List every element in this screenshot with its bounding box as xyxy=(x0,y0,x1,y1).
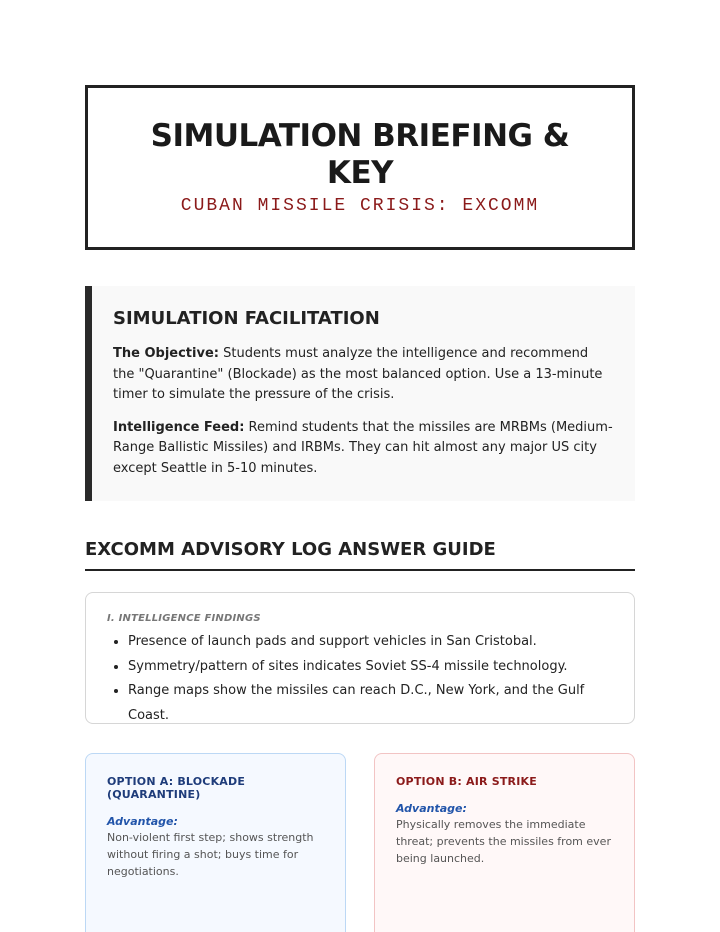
page-subtitle: CUBAN MISSILE CRISIS: EXCOMM xyxy=(180,196,540,216)
objective-label: The Objective: xyxy=(113,346,219,361)
list-item: • Symmetry/pattern of sites indicates Soviet SS-4 missile technology. xyxy=(128,655,613,680)
option-b-card xyxy=(374,753,635,932)
page-title: SIMULATION BRIEFING & KEY xyxy=(150,118,570,191)
facilitation-heading: SIMULATION FACILITATION xyxy=(113,308,380,329)
option-a-card xyxy=(85,753,346,932)
findings-list xyxy=(107,630,613,728)
intel-paragraph xyxy=(113,418,613,480)
intel-text: Remind students that the missiles are MRBMs (Medium-Range Ballistic Missiles) and IRBMs. They can hit almost any major US city except Seattle in 5-10 minutes. xyxy=(113,419,613,476)
answer-guide-heading: EXCOMM ADVISORY LOG ANSWER GUIDE xyxy=(85,538,635,571)
option-a-title: OPTION A: BLOCKADE (QUARANTINE) xyxy=(107,775,246,801)
list-item: • Range maps show the missiles can reach D.C., New York, and the Gulf Coast. xyxy=(128,679,613,728)
list-item: • Presence of launch pads and support vehicles in San Cristobal. xyxy=(128,630,613,655)
option-a-advantage-label: Advantage: xyxy=(107,815,178,828)
intelligence-findings-card xyxy=(85,592,635,724)
option-a-advantage-text: Non-violent first step; shows strength without firing a shot; buys time for negotiations. xyxy=(107,831,314,878)
objective-text: Students must analyze the intelligence and recommend the "Quarantine" (Blockade) as the most balanced option. Use a 13-minute timer to simulate the pressure of the crisis. xyxy=(113,346,603,402)
objective-paragraph xyxy=(113,344,613,406)
option-b-advantage-label: Advantage: xyxy=(396,802,467,815)
title-box xyxy=(85,85,635,250)
option-b-advantage-text: Physically removes the immediate threat; prevents the missiles from ever being launched. xyxy=(396,818,611,865)
findings-label: I. INTELLIGENCE FINDINGS xyxy=(107,613,261,624)
intel-label: Intelligence Feed: xyxy=(113,419,245,435)
facilitation-panel xyxy=(85,286,635,501)
option-b-title: OPTION B: AIR STRIKE xyxy=(396,775,537,788)
